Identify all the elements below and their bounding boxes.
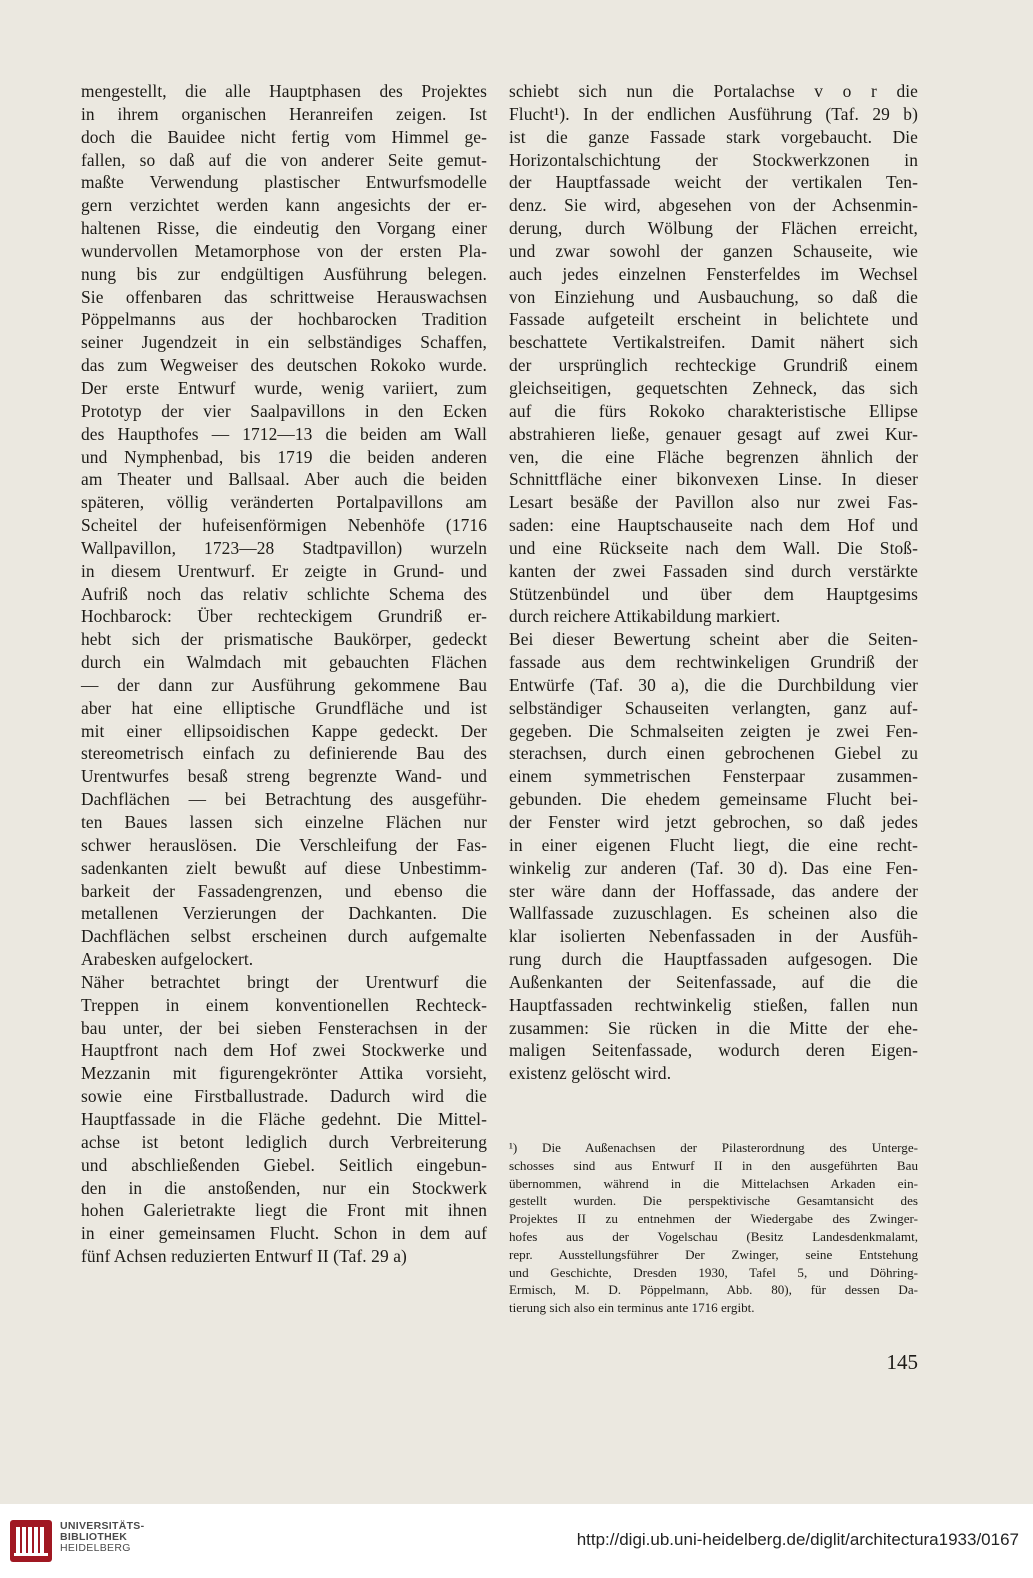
text-line: ten Baues lassen sich einzelne Flächen nur: [81, 812, 487, 832]
text-line: wundervollen Metamorphose von der ersten Pla-: [81, 240, 487, 261]
text-line: ven, die eine Fläche begrenzen ähnlich der: [509, 446, 918, 467]
text-line: Sie offenbaren das schrittweise Herauswachsen: [81, 286, 487, 307]
text-line: nung bis zur endgültigen Ausführung belegen.: [81, 263, 487, 284]
footnote-line: schosses sind aus Entwurf II in den ausgeführten Bau: [509, 1157, 918, 1173]
text-line: rung durch die Hauptfassaden aufgesogen. Die: [509, 949, 918, 970]
text-line: Dachflächen selbst erscheinen durch aufgemalte: [81, 926, 487, 947]
text-line: selbständiger Schauseiten verlangten, ganz auf-: [509, 697, 918, 718]
text-line: und zwar sowohl der ganzen Schauseite, wie: [509, 240, 918, 261]
text-line: Hochbarock: Über rechteckigem Grundriß er-: [81, 606, 487, 627]
footnote-line: ¹) Die Außenachsen der Pilasterordnung des Unterge-: [509, 1140, 918, 1155]
text-line: Fassade aufgeteilt erscheint in belichtete und: [509, 309, 918, 330]
text-line: und abschließenden Giebel. Seitlich eingebun-: [81, 1154, 487, 1175]
institution-line-3: HEIDELBERG: [60, 1542, 131, 1554]
text-line: einem symmetrischen Fensterpaar zusammen-: [509, 766, 918, 787]
text-line: Horizontalschichtung der Stockwerkzonen in: [509, 149, 918, 170]
text-line: am Theater und Ballsaal. Aber auch die beiden: [81, 469, 487, 490]
text-line: sterachsen, durch einen gebrochenen Giebel zu: [509, 743, 918, 764]
text-line: den in die anstoßenden, nur ein Stockwerk: [81, 1177, 487, 1198]
text-line: Aufriß noch das relativ schlichte Schema des: [81, 583, 487, 604]
footnote-line: repr. Ausstellungsführer Der Zwinger, seine Entstehung: [509, 1246, 918, 1262]
text-line: schwer herauslösen. Die Verschleifung der Fas-: [81, 834, 487, 855]
text-line: fünf Achsen reduzierten Entwurf II (Taf. 29 a): [81, 1246, 407, 1267]
text-line: Bei dieser Bewertung scheint aber die Seiten-: [509, 629, 918, 650]
text-line: zusammen: Sie rücken in die Mitte der ehe-: [509, 1017, 918, 1038]
page-number: 145: [886, 1350, 918, 1374]
text-line: Entwürfe (Taf. 30 a), die die Durchbildung vier: [509, 674, 918, 695]
text-line: und eine Rückseite nach dem Wall. Die Stoß-: [509, 537, 918, 558]
text-line: existenz gelöscht wird.: [509, 1063, 672, 1084]
text-line: kanten der zwei Fassaden sind durch verstärkte: [509, 560, 918, 581]
text-line: Mezzanin mit figurengekrönter Attika vorsieht,: [81, 1063, 487, 1084]
footnote-line: und Geschichte, Dresden 1930, Tafel 5, und Döhring-: [509, 1264, 918, 1280]
footnote: [509, 1139, 918, 1317]
text-line: späteren, völlig veränderten Portalpavillons am: [81, 492, 487, 513]
text-line: Lesart besäße der Pavillon also nur zwei Fas-: [509, 492, 918, 513]
text-line: Schnittfläche einer bikonvexen Linse. In dieser: [509, 469, 918, 490]
text-line: winkelig zur anderen (Taf. 30 d). Das eine Fen-: [509, 857, 918, 878]
text-line: hohen Galerietrakte liegt die Front mit ihnen: [81, 1200, 487, 1221]
text-line: Außenkanten der Seitenfassade, auf die die: [509, 971, 918, 992]
text-line: der Fenster wird jetzt gebrochen, so daß jedes: [509, 812, 918, 832]
text-line: Hauptfassade in die Fläche gedehnt. Die Mittel-: [81, 1108, 487, 1129]
text-line: der Hauptfassade weicht der vertikalen Ten-: [509, 172, 918, 193]
text-line: ist die ganze Fassade stark vorgebaucht. Die: [509, 126, 918, 147]
text-line: aber hat eine elliptische Grundfläche und ist: [81, 697, 487, 718]
text-line: denz. Sie wird, abgesehen von der Achsenmin-: [509, 195, 918, 216]
text-line: Pöppelmanns aus der hochbarocken Tradition: [81, 309, 487, 330]
text-line: Dachflächen — bei Betrachtung des ausgeführ-: [81, 789, 487, 810]
text-line: haltenen Risse, die eindeutig den Vorgang einer: [81, 218, 487, 239]
text-line: gern verzichtet werden kann angesichts der er-: [81, 195, 487, 216]
text-line: Arabesken aufgelockert.: [81, 949, 254, 970]
text-line: in einer eigenen Flucht liegt, die eine recht-: [509, 834, 918, 855]
text-line: maßte Verwendung plastischer Entwurfsmodelle: [81, 172, 487, 193]
text-line: Der erste Entwurf wurde, wenig variiert, zum: [81, 377, 487, 398]
footnote-line: Ermisch, M. D. Pöppelmann, Abb. 80), für dessen Da-: [509, 1282, 918, 1298]
text-line: Wallpavillon, 1723—28 Stadtpavillon) wurzeln: [81, 537, 487, 558]
text-line: mit einer ellipsoidischen Kappe gedeckt. Der: [81, 720, 487, 741]
text-line: auf die fürs Rokoko charakteristische Ellipse: [509, 400, 918, 421]
text-line: metallenen Verzierungen der Dachkanten. Die: [81, 903, 487, 924]
text-line: in diesem Urentwurf. Er zeigte in Grund- und: [81, 560, 487, 581]
text-line: Treppen in einem konventionellen Rechteck-: [81, 994, 487, 1015]
text-line: sowie eine Firstballustrade. Dadurch wird die: [81, 1086, 487, 1107]
text-line: — der dann zur Ausführung gekommene Bau: [81, 674, 487, 695]
text-line: abstrahieren ließe, genauer gesagt auf zwei Kur-: [509, 423, 918, 444]
footnote-line: hofes aus der Vogelschau (Besitz Landesdenkmalamt,: [509, 1228, 918, 1244]
institution-line-1: UNIVERSITÄTS-: [60, 1520, 145, 1532]
text-line: und Nymphenbad, bis 1719 die beiden anderen: [81, 446, 487, 467]
footnote-line: übernommen, während in die Mittelachsen Arkaden ein-: [509, 1175, 918, 1191]
text-line: barkeit der Fassadengrenzen, und ebenso die: [81, 880, 487, 901]
footnote-line: Projektes II zu entnehmen der Wiedergabe des Zwinger-: [509, 1211, 918, 1227]
text-line: durch ein Walmdach mit gebauchten Flächen: [81, 652, 487, 673]
left-text-column: [81, 80, 487, 1268]
text-line: gebunden. Die ehedem gemeinsame Flucht bei-: [509, 789, 918, 810]
footer-bar: [0, 1504, 1033, 1578]
text-line: ster wäre dann der Hoffassade, das andere der: [509, 880, 918, 901]
text-line: beschattete Vertikalstreifen. Damit nähert sich: [509, 332, 918, 353]
text-line: Flucht¹). In der endlichen Ausführung (Taf. 29 b): [509, 103, 918, 124]
text-line: doch die Bauidee nicht fertig vom Himmel ge-: [81, 126, 487, 147]
text-line: derung, durch Wölbung der Flächen erreicht,: [509, 218, 918, 239]
text-line: Prototyp der vier Saalpavillons in den Ecken: [81, 400, 487, 421]
text-line: Näher betrachtet bringt der Urentwurf die: [81, 971, 487, 992]
text-line: bau unter, der bei sieben Fensterachsen in der: [81, 1017, 487, 1038]
heidelberg-university-library-logo-icon[interactable]: [8, 1518, 54, 1564]
institution-line-2: BIBLIOTHEK: [60, 1531, 128, 1543]
text-line: Urentwurfes besaß streng begrenzte Wand- und: [81, 766, 487, 787]
text-line: gegeben. Die Schmalseiten zeigten je zwei Fen-: [509, 720, 918, 741]
text-line: hebt sich der prismatische Baukörper, gedeckt: [81, 629, 487, 650]
text-line: auch jedes einzelnen Fensterfeldes im Wechsel: [509, 263, 918, 284]
text-line: Scheitel der hufeisenförmigen Nebenhöfe (1716: [81, 515, 487, 536]
text-line: Hauptfassaden rechtwinkelig stießen, fallen nun: [509, 994, 918, 1015]
text-line: durch reichere Attikabildung markiert.: [509, 606, 781, 627]
text-line: fallen, so daß auf die von anderer Seite gemut-: [81, 149, 487, 170]
text-line: klar isolierten Nebenfassaden in der Ausfüh-: [509, 926, 918, 947]
text-line: Hauptfront nach dem Hof zwei Stockwerke und: [81, 1040, 487, 1061]
right-text-column: [509, 80, 918, 1085]
text-line: des Haupthofes — 1712—13 die beiden am Wall: [81, 423, 487, 444]
footnote-line: tierung sich also ein terminus ante 1716 ergibt.: [509, 1300, 755, 1316]
text-line: schiebt sich nun die Portalachse v o r die: [509, 81, 918, 101]
text-line: achse ist betont lediglich durch Verbreiterung: [81, 1131, 487, 1152]
text-line: in ihrem organischen Heranreifen zeigen. Ist: [81, 103, 487, 124]
text-line: stereometrisch einfach zu definierende Bau des: [81, 743, 487, 764]
text-line: Wallfassade zuzuschlagen. Es scheinen also die: [509, 903, 918, 924]
text-line: das zum Wegweiser des deutschen Rokoko wurde.: [81, 355, 487, 376]
text-line: fassade aus dem rechtwinkeligen Grundriß der: [509, 652, 918, 673]
text-line: gleichseitigen, gequetschten Zehneck, das sich: [509, 377, 918, 398]
text-line: sadenkanten zielt bewußt auf diese Unbestimm-: [81, 857, 487, 878]
text-line: der ursprünglich rechteckige Grundriß einem: [509, 355, 918, 376]
source-url-link[interactable]: http://digi.ub.uni-heidelberg.de/diglit/architectura1933/0167: [576, 1530, 1019, 1549]
footnote-line: gestellt wurden. Die perspektivische Gesamtansicht des: [509, 1193, 918, 1209]
institution-name: [60, 1521, 144, 1554]
text-line: seiner Jugendzeit in ein selbständiges Schaffen,: [81, 332, 487, 353]
text-line: maligen Seitenfassade, wodurch deren Eigen-: [509, 1040, 918, 1061]
text-line: mengestellt, die alle Hauptphasen des Projektes: [81, 81, 487, 101]
text-line: Stützenbündel und über dem Hauptgesims: [509, 583, 918, 604]
text-line: in einer gemeinsamen Flucht. Schon in dem auf: [81, 1223, 487, 1244]
text-line: saden: eine Hauptschauseite nach dem Hof und: [509, 515, 918, 536]
text-line: von Einziehung und Ausbauchung, so daß die: [509, 286, 918, 307]
